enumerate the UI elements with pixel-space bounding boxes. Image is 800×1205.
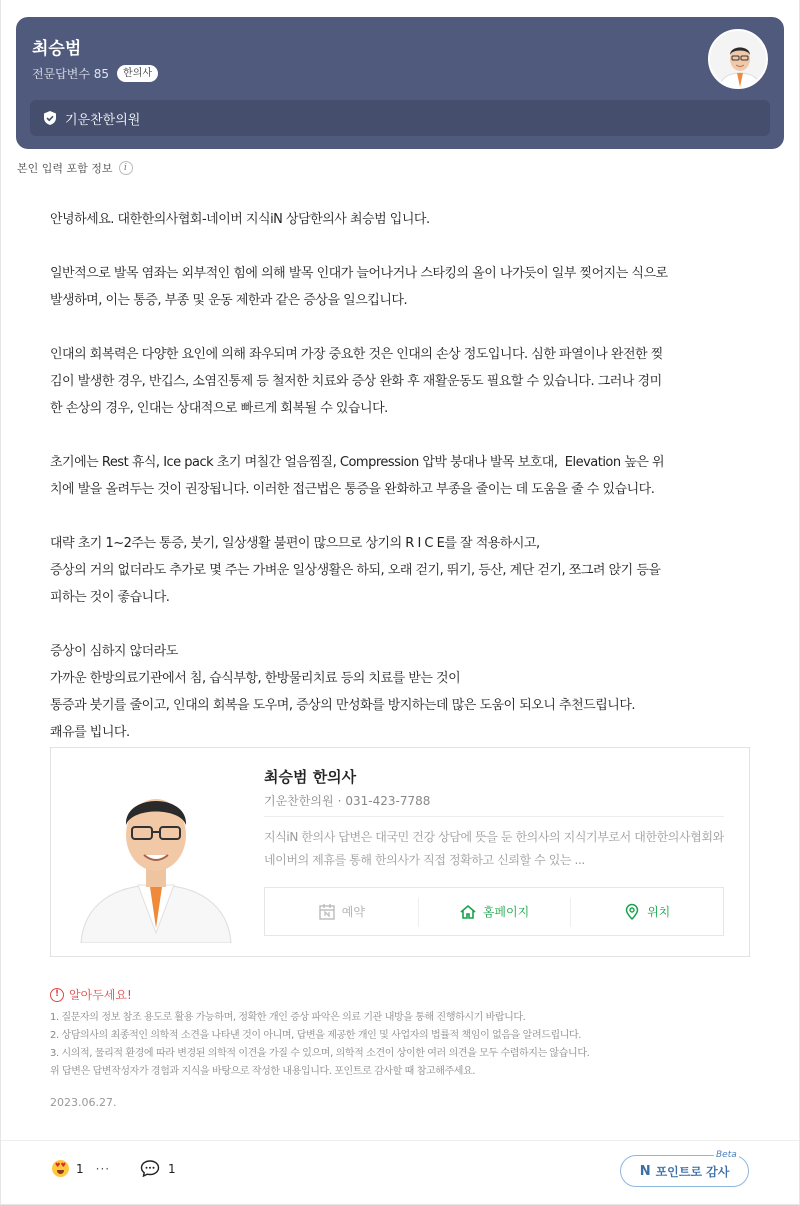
comment-count: 1: [168, 1161, 176, 1176]
reaction-count: 1: [76, 1161, 84, 1176]
profile-description: 지식iN 한의사 답변은 대국민 건강 상담에 뜻을 둔 한의사의 지식기부로서 대한한의사협회와 네이버의 제휴를 통해 한의사가 직접 정확하고 신뢰할 수 있는 ...: [264, 830, 724, 867]
separator-dot: ·: [337, 794, 342, 808]
profile-clinic: 기운찬한의원: [264, 794, 334, 808]
more-reactions-button[interactable]: ···: [95, 1161, 111, 1176]
profile-name[interactable]: 최승범 한의사: [264, 768, 357, 786]
notice-line: 3. 시의적, 물리적 환경에 따라 변경된 의학적 이견을 가질 수 있으며, 의학적 소견이 상이한 여러 의견을 모두 수렴하지는 않습니다.: [50, 1048, 590, 1059]
footer-divider: [1, 1140, 799, 1141]
info-icon[interactable]: i: [119, 161, 133, 175]
warning-icon: !: [50, 988, 64, 1002]
notice-title-text: 알아두세요!: [69, 988, 132, 1002]
location-label: 위치: [647, 905, 671, 919]
info-row: [17, 160, 133, 176]
comment-button[interactable]: [140, 1159, 176, 1178]
answer-paragraph: 초기에는 Rest 휴식, Ice pack 초기 며칠간 얼음찜질, Compression 압박 붕대나 발목 보호대, Elevation 높은 위 치에 발을 올려두는 것이 권장됩니다. 이러한 접근법은 통증을 완화하고 부종을 줄이는 데 도움을 줄 수 있습니다.: [50, 455, 665, 497]
answer-date: 2023.06.27.: [50, 1096, 117, 1109]
answer-paragraph: 대략 초기 1~2주는 통증, 붓기, 일상생활 불편이 많으므로 상기의 R I C E를 잘 적용하시고, 증상의 거의 없더라도 추가로 몇 주는 가벼운 일상생활은 하되, 오래 걷기, 뛰기, 등산, 계단 걷기, 쪼그려 앉기 등을 피하는 것이 좋습니다.: [50, 536, 661, 605]
expert-avatar[interactable]: [708, 29, 768, 89]
profile-sub: [264, 792, 430, 809]
doctor-avatar-icon: [710, 31, 768, 89]
info-label: 본인 입력 포함 정보: [17, 162, 113, 175]
homepage-button[interactable]: [418, 888, 571, 935]
naver-n-icon: N: [639, 1163, 651, 1179]
notice-line: 2. 상담의사의 최종적인 의학적 소견을 나타낸 것이 아니며, 답변을 제공한 개인 및 사업자의 법률적 책임이 없음을 알려드립니다.: [50, 1030, 582, 1041]
notice-section: [50, 986, 760, 1081]
reserve-label: 예약: [341, 905, 365, 919]
profile-actions: [264, 887, 724, 936]
heart-eyes-emoji-icon: [52, 1160, 69, 1177]
expert-stats: [32, 65, 158, 82]
answer-body: [50, 206, 755, 746]
calendar-icon: [318, 903, 336, 921]
profile-phone[interactable]: 031-423-7788: [345, 794, 431, 808]
clinic-name: 기운찬한의원: [65, 112, 141, 128]
reaction-button[interactable]: [52, 1160, 110, 1177]
beta-label: Beta: [716, 1150, 737, 1160]
speech-bubble-icon: [140, 1159, 160, 1178]
expert-badge: 한의사: [117, 65, 158, 82]
homepage-label: 홈페이지: [482, 905, 530, 919]
answer-paragraph: 증상이 심하지 않더라도 가까운 한방의료기관에서 침, 습식부항, 한방물리치료 등의 치료를 받는 것이 통증과 붓기를 줄이고, 인대의 회복을 도우며, 증상의 만성화를 방지하는데 많은 도움이 되오니 추천드립니다. 쾌유를 빕니다.: [50, 644, 636, 740]
expert-card[interactable]: [16, 17, 784, 149]
clinic-bar[interactable]: [30, 100, 770, 136]
answer-paragraph: 인대의 회복력은 다양한 요인에 의해 좌우되며 가장 중요한 것은 인대의 손상 정도입니다. 심한 파열이나 완전한 찢 김이 발생한 경우, 반깁스, 소염진통제 등 철저한 치료와 증상 완화 후 재활운동도 필요할 수 있습니다. 그러나 경미 한 손상의 경우, 인대는 상대적으로 빠르게 회복될 수 있습니다.: [50, 347, 663, 416]
thanks-label: 포인트로 감사: [655, 1164, 730, 1179]
doctor-profile-card[interactable]: [50, 747, 750, 957]
verified-shield-icon: [42, 110, 58, 126]
notice-line: 1. 질문자의 정보 참조 용도로 활용 가능하며, 정확한 개인 증상 파악은 의료 기관 내방을 통해 진행하시기 바랍니다.: [50, 1012, 526, 1023]
answer-paragraph: 일반적으로 발목 염좌는 외부적인 힘에 의해 발목 인대가 늘어나거나 스타킹의 올이 나가듯이 일부 찢어지는 식으로 발생하며, 이는 통증, 부종 및 운동 제한과 같은 증상을 일으킵니다.: [50, 266, 668, 308]
map-pin-icon: [623, 903, 641, 921]
notice-line: 위 답변은 답변작성자가 경험과 지식을 바탕으로 작성한 내용입니다. 포인트로 감사할 때 참고해주세요.: [50, 1066, 476, 1077]
reserve-button[interactable]: [265, 888, 418, 935]
location-button[interactable]: [570, 888, 723, 935]
expert-answer-count: 전문답변수 85: [32, 67, 110, 81]
home-icon: [459, 903, 477, 921]
expert-name[interactable]: 최승범: [32, 39, 82, 59]
doctor-photo-icon: [76, 763, 236, 943]
divider: [264, 816, 724, 817]
notice-title: [50, 986, 760, 1003]
answer-paragraph: 안녕하세요. 대한한의사협회-네이버 지식iN 상담한의사 최승범 입니다.: [50, 212, 430, 227]
